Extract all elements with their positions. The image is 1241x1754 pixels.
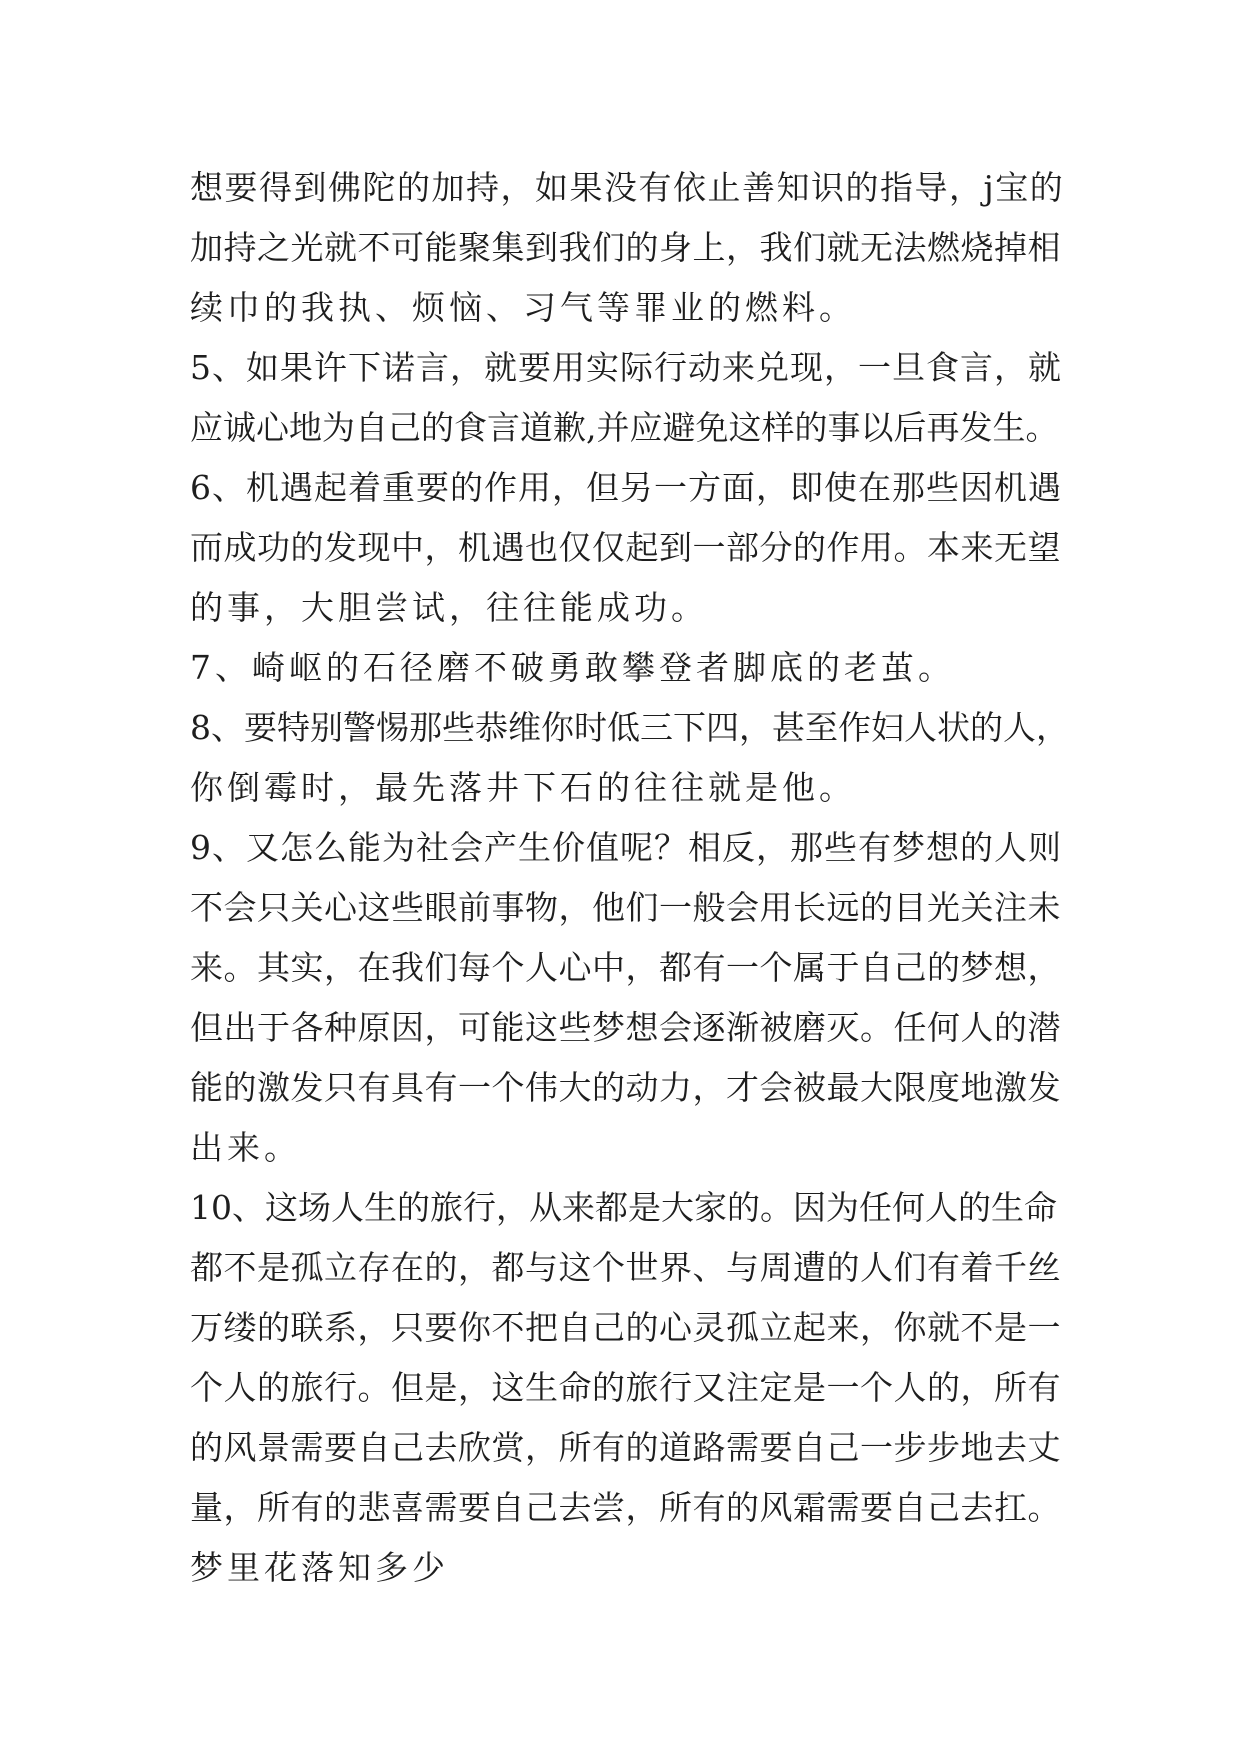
text-line: 不会只关心这些眼前事物，他们一般会用长远的目光关注未 (190, 888, 1061, 927)
text-line: 但出于各种原因，可能这些梦想会逐渐被磨灭。任何人的潜 (190, 1008, 1061, 1047)
text-line: 的事，大胆尝试，往往能成功。 (190, 588, 708, 627)
text-line: 加持之光就不可能聚集到我们的身上，我们就无法燃烧掉相 (190, 228, 1061, 267)
body-text (190, 158, 1070, 1598)
text-line: 7、崎岖的石径磨不破勇敢攀登者脚底的老茧。 (190, 648, 955, 687)
text-line: 都不是孤立存在的，都与这个世界、与周遭的人们有着千丝 (190, 1248, 1061, 1287)
text-line: 梦里花落知多少 (190, 1548, 449, 1587)
text-line: 能的激发只有具有一个伟大的动力，才会被最大限度地激发 (190, 1068, 1061, 1107)
text-line: 应诚心地为自己的食言道歉,并应避免这样的事以后再发生。 (190, 408, 1059, 447)
text-line: 10、这场人生的旅行，从来都是大家的。因为任何人的生命 (190, 1188, 1057, 1227)
text-line: 而成功的发现中，机遇也仅仅起到一部分的作用。本来无望 (190, 528, 1061, 567)
text-line: 万缕的联系，只要你不把自己的心灵孤立起来，你就不是一 (190, 1308, 1061, 1347)
text-line: 续巾的我执、烦恼、习气等罪业的燃料。 (190, 288, 856, 327)
text-line: 想要得到佛陀的加持，如果没有依止善知识的指导，j宝的 (190, 168, 1065, 207)
text-line: 出来。 (190, 1128, 301, 1167)
text-line: 来。其实，在我们每个人心中，都有一个属于自己的梦想， (190, 948, 1061, 987)
text-line: 的风景需要自己去欣赏，所有的道路需要自己一步步地去丈 (190, 1428, 1061, 1467)
text-line: 你倒霉时，最先落井下石的往往就是他。 (190, 768, 856, 807)
text-line: 6、机遇起着重要的作用，但另一方面，即使在那些因机遇 (190, 468, 1062, 507)
text-line: 个人的旅行。但是，这生命的旅行又注定是一个人的，所有 (190, 1368, 1061, 1407)
text-line: 8、要特别警惕那些恭维你时低三下四，甚至作妇人状的人， (190, 708, 1069, 747)
text-line: 5、如果许下诺言，就要用实际行动来兑现，一旦食言，就 (190, 348, 1062, 387)
text-line: 9、又怎么能为社会产生价值呢？相反，那些有梦想的人则 (190, 828, 1062, 867)
text-line: 量，所有的悲喜需要自己去尝，所有的风霜需要自己去扛。 (190, 1488, 1061, 1527)
